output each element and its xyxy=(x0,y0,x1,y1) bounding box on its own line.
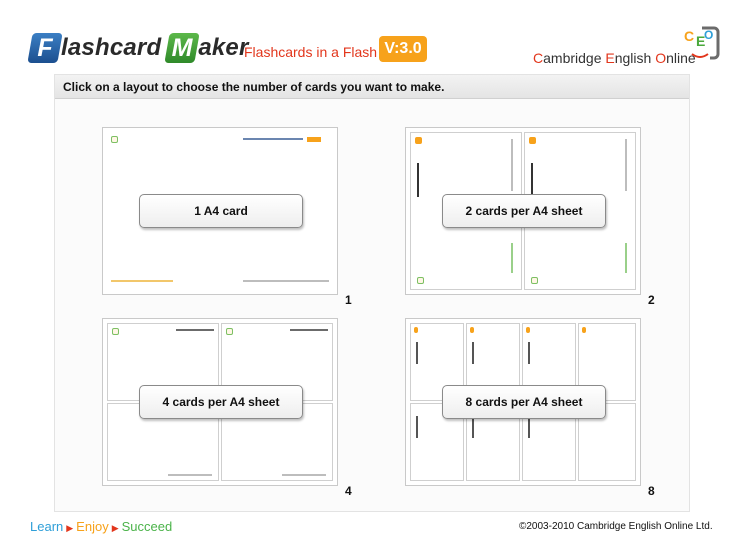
mini-header-line xyxy=(243,138,303,140)
brand-o: O xyxy=(655,50,667,66)
slogan-learn: Learn xyxy=(30,519,64,534)
mini-vertical-logo xyxy=(472,416,474,438)
svg-text:E: E xyxy=(696,33,706,49)
mini-vertical-url xyxy=(625,139,627,191)
layout-8-card[interactable] xyxy=(405,318,641,486)
mini-vertical-logo xyxy=(528,416,530,438)
version-badge: V:3.0 xyxy=(379,36,427,62)
app-window xyxy=(12,14,726,544)
layout-4-number: 4 xyxy=(345,484,352,498)
mini-ceo-icon xyxy=(111,136,118,143)
brand-part-1: ambridge xyxy=(543,50,606,66)
mini-footer-line xyxy=(282,474,326,476)
mini-vertical-url xyxy=(511,139,513,191)
mini-ceo-icon xyxy=(414,327,418,333)
brand-e: E xyxy=(605,50,615,66)
layout-4-card[interactable] xyxy=(102,318,338,486)
mini-vertical-tag xyxy=(625,243,627,273)
footer-slogan xyxy=(30,519,172,534)
flashcard-maker-logo xyxy=(30,32,249,64)
mini-vertical-logo xyxy=(417,163,419,197)
mini-ceo-icon xyxy=(526,327,530,333)
mini-vertical-tag xyxy=(511,243,513,273)
logo-word-maker: aker xyxy=(198,34,249,61)
mini-vertical-logo xyxy=(528,342,530,364)
logo-f-letter: F xyxy=(37,33,53,62)
mini-footer-line xyxy=(168,474,212,476)
layout-8-number: 8 xyxy=(648,484,655,498)
slogan-succeed: Succeed xyxy=(121,519,173,534)
mini-ceo-icon xyxy=(226,328,233,335)
mini-vertical-logo xyxy=(472,342,474,364)
mini-header-line xyxy=(290,329,328,331)
layout-2-number: 2 xyxy=(648,293,655,307)
mini-ceo-icon xyxy=(417,277,424,284)
tagline: Flashcards in a Flash xyxy=(244,44,378,60)
mini-vertical-logo xyxy=(416,416,418,438)
logo-f-tile xyxy=(27,33,62,63)
svg-text:O: O xyxy=(704,28,714,42)
layout-1-card[interactable] xyxy=(102,127,338,295)
layout-4-button[interactable]: 4 cards per A4 sheet xyxy=(139,385,303,419)
mini-vertical-logo xyxy=(416,342,418,364)
svg-text:C: C xyxy=(684,28,695,44)
arrow-right-icon: ▶ xyxy=(66,523,74,533)
slogan-enjoy: Enjoy xyxy=(76,519,109,534)
instruction-text: Click on a layout to choose the number of cards you want to make. xyxy=(55,75,689,99)
mini-ceo-icon xyxy=(529,137,536,144)
mini-vertical-logo xyxy=(531,163,533,197)
mini-header-line xyxy=(176,329,214,331)
layout-panel xyxy=(54,74,690,512)
copyright-text: ©2003-2010 Cambridge English Online Ltd. xyxy=(519,521,713,532)
mini-ceo-icon xyxy=(470,327,474,333)
brand-name xyxy=(533,50,696,66)
layout-1-button[interactable]: 1 A4 card xyxy=(139,194,303,228)
brand-part-3: nline xyxy=(666,50,696,66)
layout-1-number: 1 xyxy=(345,293,352,307)
mini-footer-right xyxy=(243,280,329,282)
logo-m-tile xyxy=(165,33,200,63)
mini-footer-left xyxy=(111,280,173,282)
mini-ceo-icon xyxy=(112,328,119,335)
logo-m-letter: M xyxy=(171,33,193,62)
logo-word-flashcard: lashcard xyxy=(61,34,162,61)
arrow-right-icon: ▶ xyxy=(111,523,119,533)
mini-ceo-icon xyxy=(415,137,422,144)
mini-version-mark xyxy=(307,137,321,142)
brand-part-2: nglish xyxy=(614,50,656,66)
layout-8-button[interactable]: 8 cards per A4 sheet xyxy=(442,385,606,419)
mini-ceo-icon xyxy=(531,277,538,284)
layout-2-card[interactable] xyxy=(405,127,641,295)
layout-2-button[interactable]: 2 cards per A4 sheet xyxy=(442,194,606,228)
ceo-logo-icon xyxy=(680,24,720,64)
mini-ceo-icon xyxy=(582,327,586,333)
brand-c: C xyxy=(533,50,544,66)
